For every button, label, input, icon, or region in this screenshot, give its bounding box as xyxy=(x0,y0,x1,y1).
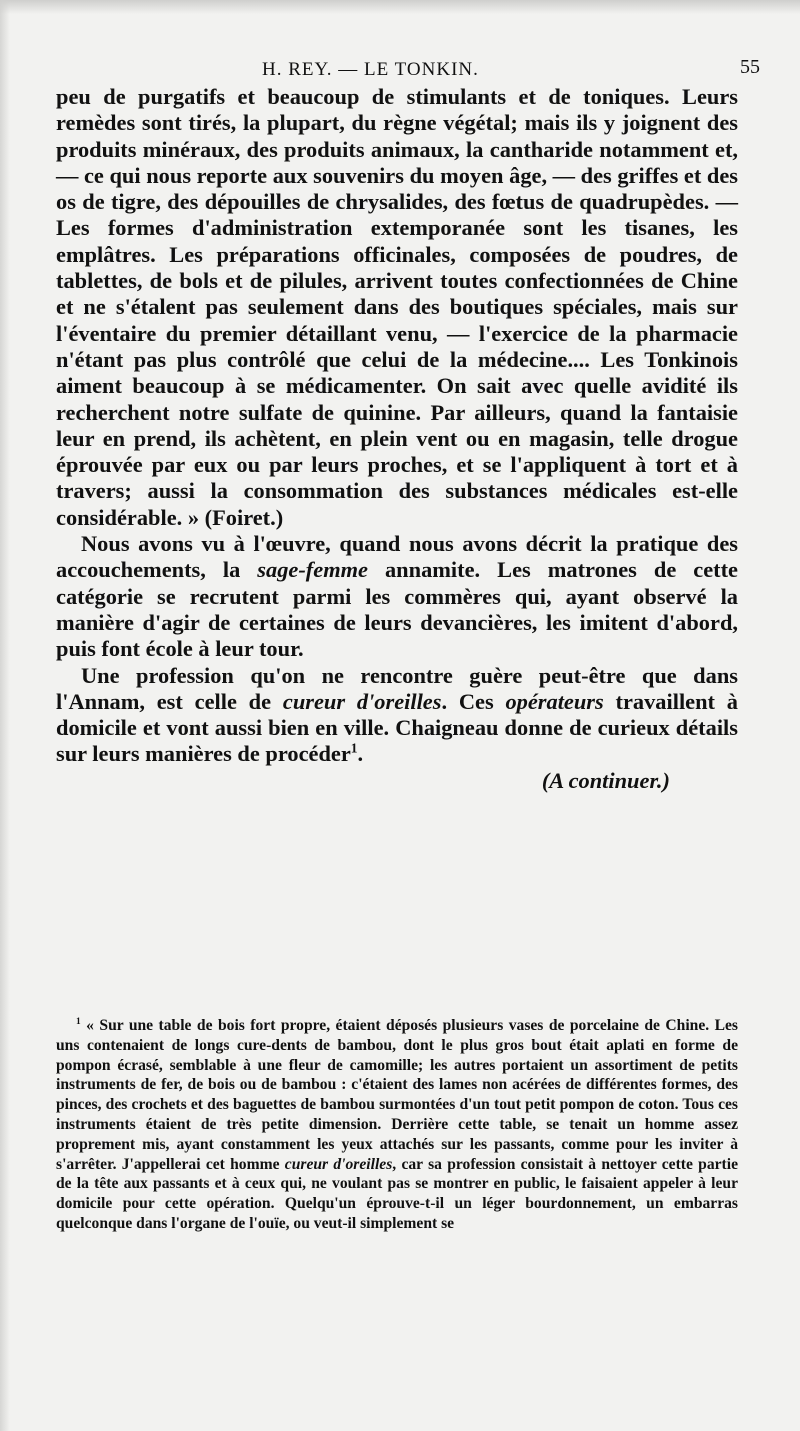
paragraph-3-text-c: travaillent à domicile et vont aussi bien en ville. Chaigneau donne de curieux détails sur leurs manières de procéder xyxy=(56,688,738,767)
page-number: 55 xyxy=(740,56,760,78)
paragraph-1 xyxy=(56,84,738,531)
footnote-marker: 1 xyxy=(76,1016,81,1027)
footnote xyxy=(56,1016,738,1234)
footnote-text-b: , car sa profession consistait à nettoyer cette partie de la tête aux passants et à ceux qui, ne voulant pas se montrer en public, le faisaient appeler à leur domicile pour cette opération. Quelqu'un éprouve-t-il un léger bourdonnement, un embarras quelconque dans l'organe de l'ouïe, ou veut-il simplement se xyxy=(56,1155,738,1232)
paragraph-1-text: peu de purgatifs et beaucoup de stimulants et de toniques. Leurs remèdes sont tirés, la plupart, du règne végétal; mais ils y joignent des produits minéraux, des produits animaux, la cantharide notamment et, — ce qui nous reporte aux souvenirs du moyen âge, — des griffes et des os de tigre, des dépouilles de chrysalides, des fœtus de quadrupèdes. — Les formes d'administration extemporanée sont les tisanes, les emplâtres. Les préparations officinales, composées de poudres, de tablettes, de bols et de pilules, arrivent toutes confectionnées de Chine et ne s'étalent pas seulement dans des boutiques spéciales, mais sur l'éventaire du premier détaillant venu, — l'exercice de la pharmacie n'étant pas plus contrôlé que celui de la médecine.... Les Tonkinois aiment beaucoup à se médicamenter. On sait avec quelle avidité ils recherchent notre sulfate de quinine. Par ailleurs, quand la fantaisie leur en prend, ils achètent, en plein vent ou en magasin, telle drogue éprouvée par eux ou par leurs proches, et se l'appliquent à tort et à travers; aussi la consommation des substances médicales est-elle considérable. » (Foiret.) xyxy=(56,84,738,530)
footnote-paragraph xyxy=(56,1016,738,1234)
paragraph-3-italic-b: opérateurs xyxy=(505,688,604,714)
footnote-text-a: « Sur une table de bois fort propre, étaient déposés plusieurs vases de porcelaine de Chine. Les uns contenaient de longs cure-dents de bambou, dont le plus gros bout était aplati en forme de pompon écrasé, semblable à une fleur de camomille; les autres portaient un assortiment de petits instruments de fer, de bois ou de bambou : c'étaient des lames non acérées de différentes formes, des pinces, des crochets et des baguettes de bambou surmontées d'un tout petit pompon de coton. Tous ces instruments étaient de très petite dimension. Derrière cette table, se tenait un homme assez proprement mis, ayant constamment les yeux attachés sur les passants, comme pour les inviter à s'arrêter. J'appellerai cet homme xyxy=(56,1017,738,1173)
running-title: H. REY. — LE TONKIN. xyxy=(262,59,479,80)
running-head xyxy=(0,56,800,86)
paragraph-2-text-a: Nous avons vu à l'œuvre, quand nous avons décrit la pratique des accouchements, la xyxy=(56,531,738,583)
paragraph-3-text-b: . Ces xyxy=(441,688,506,714)
paragraph-2-italic: sage-femme xyxy=(257,557,368,583)
paragraph-2 xyxy=(56,531,738,662)
paragraph-2-text-b: annamite. Les matrones de cette catégorie se recrutent parmi les commères qui, ayant observé la manière d'agir de certaines de leurs devancières, les imitent d'abord, puis font école à leur tour. xyxy=(56,557,738,662)
paragraph-3-italic-a: cureur d'oreilles xyxy=(282,688,442,714)
to-be-continued-open: ( xyxy=(541,767,550,793)
to-be-continued-text: A continuer. xyxy=(549,767,663,793)
paragraph-3-text-end: . xyxy=(357,741,364,767)
body-text xyxy=(56,84,738,794)
to-be-continued-close: ) xyxy=(662,767,670,793)
paragraph-3-text-a: Une profession qu'on ne rencontre guère peut-être que dans l'Annam, est celle de xyxy=(56,662,738,714)
scan-shadow-top xyxy=(0,0,800,14)
footnote-reference[interactable]: 1 xyxy=(350,740,358,756)
to-be-continued xyxy=(56,768,738,794)
scan-shadow-left xyxy=(0,0,10,1431)
footnote-italic: cureur d'oreilles xyxy=(284,1155,393,1173)
paragraph-3 xyxy=(56,663,738,768)
